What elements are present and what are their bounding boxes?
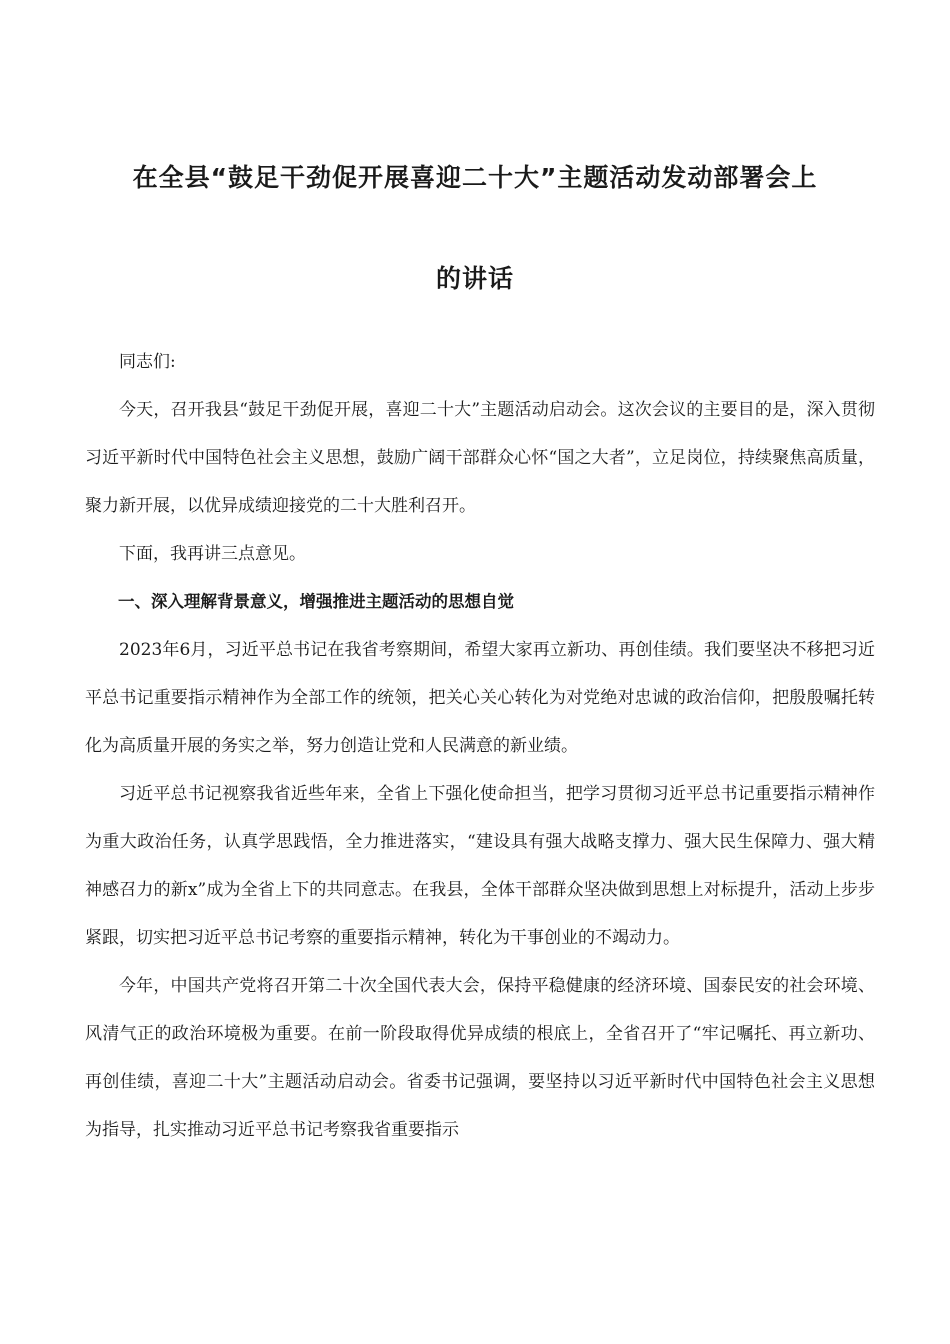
section-heading: 一、深入理解背景意义，增强推进主题活动的思想自觉 [118,592,514,611]
document-title-line2: 的讲话 [435,264,514,293]
paragraph: 下面，我再讲三点意见。 [119,544,306,564]
paragraph: 2023年6月，习近平总书记在我省考察期间，希望大家再立新功、再创佳绩。我们要坚决不移把习近平总书记重要指示精神作为全部工作的统领，把关心关心转化为对党绝对忠诚的政治信仰，把殷殷嘱托转化为高质量开展的务实之举，努力创造让党和人民满意的新业绩。 [85,640,875,756]
document-title-line1: 在全县“鼓足干劲促开展喜迎二十大”主题活动发动部署会上 [132,163,818,192]
paragraph: 今天，召开我县“鼓足干劲促开展，喜迎二十大”主题活动启动会。这次会议的主要目的是，深入贯彻习近平新时代中国特色社会主义思想，鼓励广阔干部群众心怀“国之大者”，立足岗位，持续聚焦高质量，聚力新开展，以优异成绩迎接党的二十大胜利召开。 [85,400,875,516]
paragraph: 习近平总书记视察我省近些年来，全省上下强化使命担当，把学习贯彻习近平总书记重要指示精神作为重大政治任务，认真学思践悟，全力推进落实，“建设具有强大战略支撑力、强大民生保障力、强大精神感召力的新x”成为全省上下的共同意志。在我县，全体干部群众坚决做到思想上对标提升，活动上步步紧跟，切实把习近平总书记考察的重要指示精神，转化为干事创业的不竭动力。 [85,784,875,948]
paragraph: 今年，中国共产党将召开第二十次全国代表大会，保持平稳健康的经济环境、国泰民安的社会环境、风清气正的政治环境极为重要。在前一阶段取得优异成绩的根底上，全省召开了“牢记嘱托、再立新功、再创佳绩，喜迎二十大”主题活动启动会。省委书记强调，要坚持以习近平新时代中国特色社会主义思想为指导，扎实推动习近平总书记考察我省重要指示 [85,976,875,1140]
greeting: 同志们: [119,352,176,372]
document-body [85,338,875,1154]
